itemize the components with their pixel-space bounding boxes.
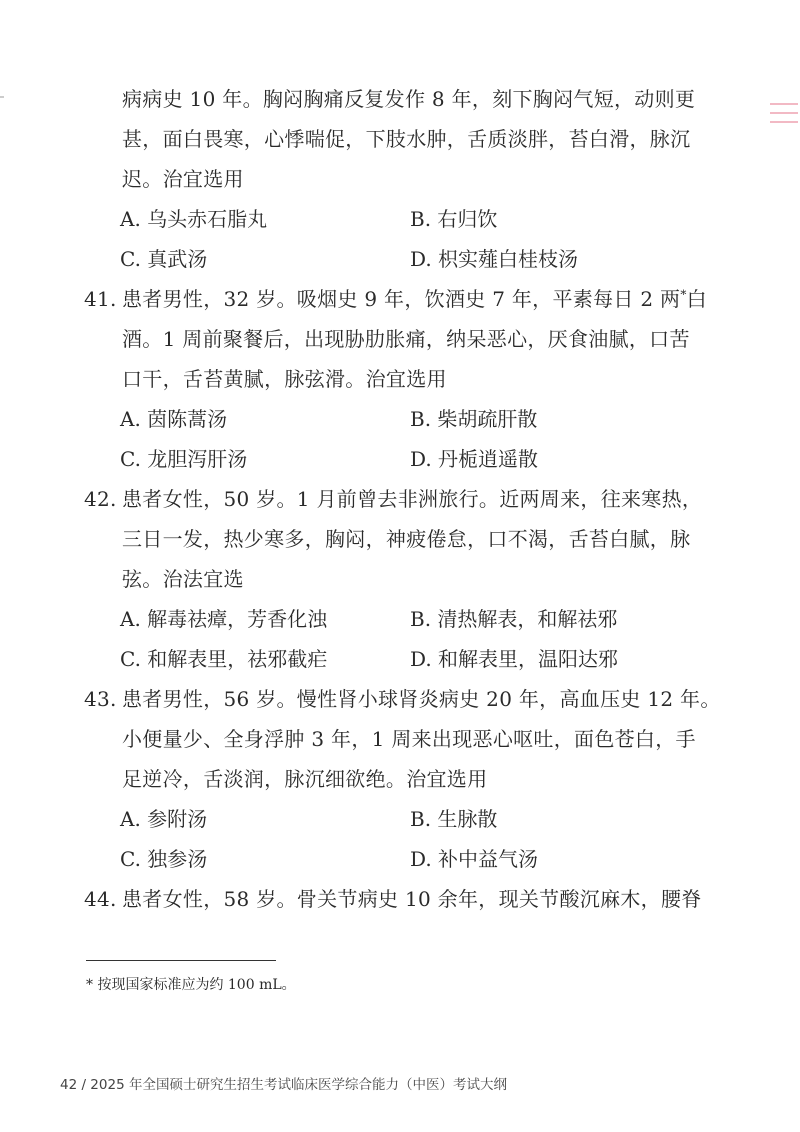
question-number: 41.: [84, 287, 117, 311]
q40-text-line: 迟。治宜选用: [122, 167, 244, 191]
option-c: C. 龙胆泻肝汤: [120, 447, 248, 471]
q44-text: 患者女性，58 岁。骨关节病史 10 余年，现关节酸沉麻木，腰脊: [122, 887, 702, 911]
q43-stem: [84, 680, 721, 720]
q41-stem: [84, 280, 714, 320]
q44-stem: [84, 880, 714, 920]
q41-text-line: 酒。1 周前聚餐后，出现胁肋胀痛，纳呆恶心，厌食油腻，口苦: [122, 327, 690, 351]
question-number: 44.: [84, 887, 117, 911]
q41-text: 患者男性，32 岁。吸烟史 9 年，饮酒史 7 年，平素每日 2 两: [122, 287, 681, 311]
option-a: A. 解毒祛瘴，芳香化浊: [120, 607, 328, 631]
option-a: A. 参附汤: [120, 807, 208, 831]
option-a: A. 茵陈蒿汤: [120, 407, 228, 431]
q43-options-row: [84, 800, 714, 840]
option-d: D. 枳实薤白桂枝汤: [410, 247, 579, 271]
option-d: D. 和解表里，温阳达邪: [410, 647, 619, 671]
q41-text-line: 口干，舌苔黄腻，脉弦滑。治宜选用: [122, 367, 447, 391]
footnote-divider: [86, 960, 276, 961]
option-b: B. 右归饮: [410, 207, 498, 231]
option-b: B. 生脉散: [410, 807, 498, 831]
option-a: A. 乌头赤石脂丸: [120, 207, 268, 231]
question-number: 43.: [84, 687, 117, 711]
page-edge-mark: [770, 112, 798, 114]
q42-text: 患者女性，50 岁。1 月前曾去非洲旅行。近两周来，往来寒热，: [122, 487, 703, 511]
q41-text: 白: [686, 287, 707, 311]
q40-options-row: [84, 240, 714, 280]
q43-text: 患者男性，56 岁。慢性肾小球肾炎病史 20 年，高血压史 12 年。: [122, 687, 721, 711]
option-c: C. 真武汤: [120, 247, 208, 271]
option-d: D. 补中益气汤: [410, 847, 539, 871]
option-b: B. 清热解表，和解祛邪: [410, 607, 618, 631]
q42-stem: [84, 480, 714, 520]
q40-options-row: [84, 200, 714, 240]
q42-options-row: [84, 640, 714, 680]
q41-options-row: [84, 440, 714, 480]
q43-text-line: 小便量少、全身浮肿 3 年，1 周来出现恶心呕吐，面色苍白，手: [122, 727, 696, 751]
q41-options-row: [84, 400, 714, 440]
page-edge-mark: [770, 121, 798, 123]
option-b: B. 柴胡疏肝散: [410, 407, 538, 431]
q42-options-row: [84, 600, 714, 640]
page-edge-mark: [770, 103, 798, 105]
option-c: C. 和解表里，祛邪截疟: [120, 647, 328, 671]
question-list: [84, 80, 721, 920]
page-edge-tick: [0, 96, 4, 98]
q43-options-row: [84, 840, 714, 880]
question-number: 42.: [84, 487, 117, 511]
page-footer: 42 / 2025 年全国硕士研究生招生考试临床医学综合能力（中医）考试大纲: [60, 1077, 507, 1093]
footnote: * 按现国家标准应为约 100 mL。: [86, 977, 296, 993]
footnote-marker: *: [680, 287, 687, 302]
q40-text-line: 甚，面白畏寒，心悸喘促，下肢水肿，舌质淡胖，苔白滑，脉沉: [122, 127, 691, 151]
q40-text-line: 病病史 10 年。胸闷胸痛反复发作 8 年，刻下胸闷气短，动则更: [122, 87, 696, 111]
q42-text-line: 三日一发，热少寒多，胸闷，神疲倦怠，口不渴，舌苔白腻，脉: [122, 527, 691, 551]
option-d: D. 丹栀逍遥散: [410, 447, 539, 471]
q42-text-line: 弦。治法宜选: [122, 567, 244, 591]
q43-text-line: 足逆冷，舌淡润，脉沉细欲绝。治宜选用: [122, 767, 488, 791]
option-c: C. 独参汤: [120, 847, 208, 871]
